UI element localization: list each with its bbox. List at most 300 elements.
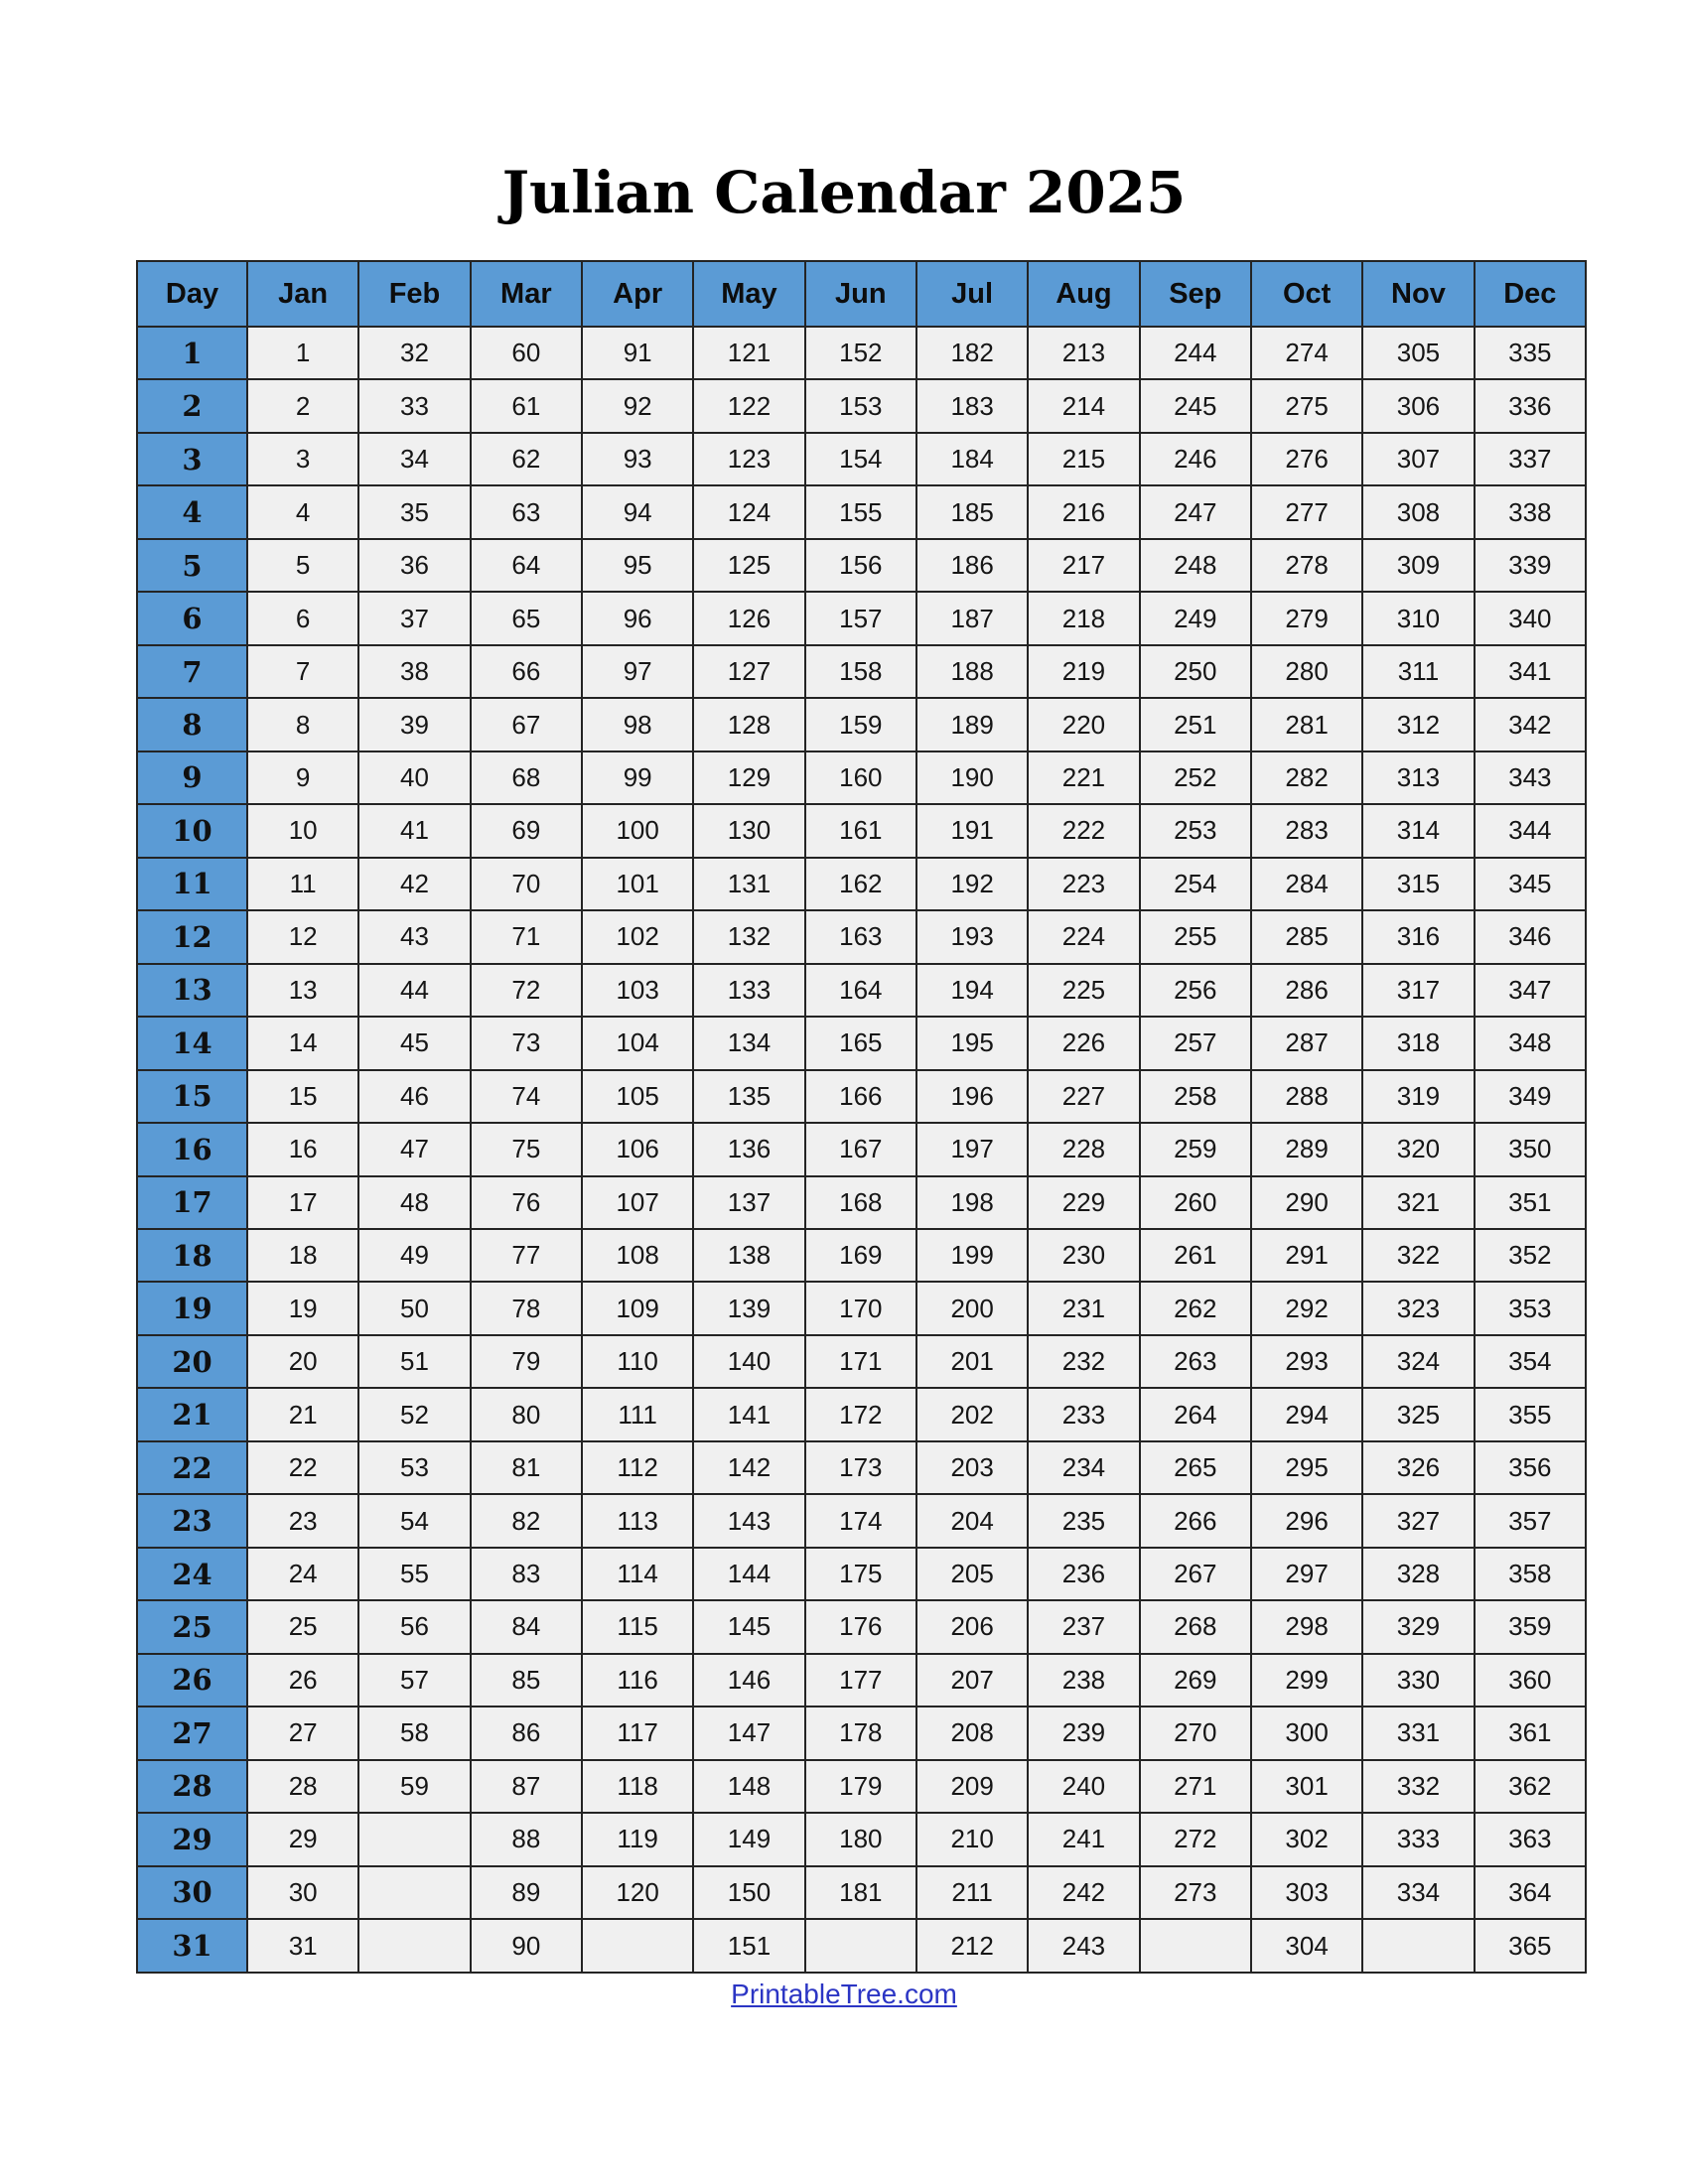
julian-day-cell <box>582 1919 693 1973</box>
julian-day-cell: 130 <box>693 804 804 857</box>
julian-day-cell: 198 <box>916 1176 1028 1229</box>
julian-day-cell: 220 <box>1028 698 1139 751</box>
julian-day-cell: 48 <box>358 1176 470 1229</box>
julian-day-cell: 288 <box>1251 1070 1362 1123</box>
julian-day-cell: 348 <box>1475 1017 1586 1069</box>
julian-day-cell: 344 <box>1475 804 1586 857</box>
julian-day-cell: 120 <box>582 1866 693 1919</box>
julian-day-cell: 30 <box>247 1866 358 1919</box>
julian-day-cell <box>358 1813 470 1865</box>
julian-day-cell: 361 <box>1475 1706 1586 1759</box>
julian-day-cell: 272 <box>1140 1813 1251 1865</box>
table-row <box>137 1760 1586 1813</box>
julian-day-cell: 116 <box>582 1654 693 1706</box>
table-row <box>137 1335 1586 1388</box>
day-cell: 11 <box>137 858 247 910</box>
month-header: Apr <box>582 261 693 327</box>
julian-day-cell: 356 <box>1475 1441 1586 1494</box>
julian-day-cell: 75 <box>471 1123 582 1175</box>
julian-day-cell: 83 <box>471 1548 582 1600</box>
day-cell: 15 <box>137 1070 247 1123</box>
julian-day-cell: 228 <box>1028 1123 1139 1175</box>
julian-day-cell: 334 <box>1362 1866 1474 1919</box>
julian-day-cell: 250 <box>1140 645 1251 698</box>
julian-day-cell: 358 <box>1475 1548 1586 1600</box>
julian-day-cell: 26 <box>247 1654 358 1706</box>
julian-day-cell: 323 <box>1362 1282 1474 1334</box>
julian-day-cell: 164 <box>805 964 916 1017</box>
julian-day-cell: 316 <box>1362 910 1474 963</box>
julian-day-cell: 144 <box>693 1548 804 1600</box>
printabletree-link[interactable]: PrintableTree.com <box>731 1979 957 2009</box>
julian-day-cell: 304 <box>1251 1919 1362 1973</box>
julian-day-cell: 92 <box>582 379 693 432</box>
julian-day-cell: 2 <box>247 379 358 432</box>
julian-day-cell: 190 <box>916 751 1028 804</box>
julian-day-cell: 242 <box>1028 1866 1139 1919</box>
julian-day-cell: 140 <box>693 1335 804 1388</box>
julian-day-cell: 115 <box>582 1600 693 1653</box>
julian-day-cell: 146 <box>693 1654 804 1706</box>
julian-day-cell: 221 <box>1028 751 1139 804</box>
julian-day-cell: 133 <box>693 964 804 1017</box>
julian-day-cell: 53 <box>358 1441 470 1494</box>
julian-day-cell: 118 <box>582 1760 693 1813</box>
day-cell: 29 <box>137 1813 247 1865</box>
julian-day-cell: 189 <box>916 698 1028 751</box>
julian-day-cell: 132 <box>693 910 804 963</box>
day-cell: 12 <box>137 910 247 963</box>
julian-day-cell: 254 <box>1140 858 1251 910</box>
table-body <box>137 327 1586 1973</box>
julian-day-cell: 43 <box>358 910 470 963</box>
julian-calendar-table <box>136 260 1587 1974</box>
julian-day-cell: 93 <box>582 433 693 485</box>
julian-day-cell: 310 <box>1362 592 1474 644</box>
day-cell: 26 <box>137 1654 247 1706</box>
table-row <box>137 1123 1586 1175</box>
julian-day-cell: 42 <box>358 858 470 910</box>
julian-day-cell: 301 <box>1251 1760 1362 1813</box>
julian-day-cell: 340 <box>1475 592 1586 644</box>
julian-day-cell: 69 <box>471 804 582 857</box>
julian-day-cell: 336 <box>1475 379 1586 432</box>
table-row <box>137 1654 1586 1706</box>
julian-day-cell: 141 <box>693 1388 804 1440</box>
julian-day-cell: 222 <box>1028 804 1139 857</box>
julian-day-cell: 84 <box>471 1600 582 1653</box>
table-row <box>137 1494 1586 1547</box>
julian-day-cell: 8 <box>247 698 358 751</box>
julian-day-cell: 74 <box>471 1070 582 1123</box>
julian-day-cell: 101 <box>582 858 693 910</box>
julian-day-cell: 129 <box>693 751 804 804</box>
julian-day-cell: 303 <box>1251 1866 1362 1919</box>
julian-day-cell: 37 <box>358 592 470 644</box>
julian-day-cell: 56 <box>358 1600 470 1653</box>
julian-day-cell: 343 <box>1475 751 1586 804</box>
julian-day-cell: 90 <box>471 1919 582 1973</box>
julian-day-cell: 201 <box>916 1335 1028 1388</box>
julian-day-cell: 22 <box>247 1441 358 1494</box>
julian-day-cell: 290 <box>1251 1176 1362 1229</box>
julian-day-cell: 77 <box>471 1229 582 1282</box>
julian-day-cell: 153 <box>805 379 916 432</box>
julian-day-cell: 58 <box>358 1706 470 1759</box>
julian-day-cell: 275 <box>1251 379 1362 432</box>
julian-day-cell: 111 <box>582 1388 693 1440</box>
julian-day-cell: 306 <box>1362 379 1474 432</box>
julian-day-cell: 46 <box>358 1070 470 1123</box>
julian-day-cell: 342 <box>1475 698 1586 751</box>
julian-day-cell: 45 <box>358 1017 470 1069</box>
julian-day-cell: 126 <box>693 592 804 644</box>
julian-day-cell: 346 <box>1475 910 1586 963</box>
julian-day-cell: 40 <box>358 751 470 804</box>
julian-day-cell: 195 <box>916 1017 1028 1069</box>
julian-day-cell: 7 <box>247 645 358 698</box>
julian-day-cell: 199 <box>916 1229 1028 1282</box>
table-header <box>137 261 1586 327</box>
table-row <box>137 1070 1586 1123</box>
julian-day-cell: 157 <box>805 592 916 644</box>
julian-day-cell: 119 <box>582 1813 693 1865</box>
julian-day-cell: 184 <box>916 433 1028 485</box>
julian-day-cell: 136 <box>693 1123 804 1175</box>
day-cell: 21 <box>137 1388 247 1440</box>
julian-day-cell: 265 <box>1140 1441 1251 1494</box>
julian-day-cell: 225 <box>1028 964 1139 1017</box>
julian-day-cell: 36 <box>358 539 470 592</box>
julian-day-cell: 67 <box>471 698 582 751</box>
month-header: Dec <box>1475 261 1586 327</box>
julian-day-cell: 285 <box>1251 910 1362 963</box>
julian-day-cell: 264 <box>1140 1388 1251 1440</box>
month-header: Aug <box>1028 261 1139 327</box>
day-cell: 6 <box>137 592 247 644</box>
julian-day-cell: 123 <box>693 433 804 485</box>
julian-day-cell: 311 <box>1362 645 1474 698</box>
julian-day-cell: 328 <box>1362 1548 1474 1600</box>
julian-day-cell: 187 <box>916 592 1028 644</box>
julian-day-cell: 280 <box>1251 645 1362 698</box>
julian-day-cell: 230 <box>1028 1229 1139 1282</box>
table-row <box>137 1706 1586 1759</box>
julian-day-cell: 166 <box>805 1070 916 1123</box>
julian-day-cell: 96 <box>582 592 693 644</box>
month-header: Day <box>137 261 247 327</box>
julian-day-cell: 173 <box>805 1441 916 1494</box>
julian-day-cell: 98 <box>582 698 693 751</box>
table-row <box>137 1548 1586 1600</box>
julian-day-cell: 134 <box>693 1017 804 1069</box>
julian-day-cell: 281 <box>1251 698 1362 751</box>
julian-day-cell: 95 <box>582 539 693 592</box>
julian-day-cell: 6 <box>247 592 358 644</box>
julian-day-cell: 127 <box>693 645 804 698</box>
table-row <box>137 1282 1586 1334</box>
julian-day-cell: 196 <box>916 1070 1028 1123</box>
month-header: Jun <box>805 261 916 327</box>
julian-day-cell: 193 <box>916 910 1028 963</box>
julian-day-cell: 227 <box>1028 1070 1139 1123</box>
julian-day-cell: 248 <box>1140 539 1251 592</box>
month-header: Feb <box>358 261 470 327</box>
julian-day-cell: 55 <box>358 1548 470 1600</box>
day-cell: 5 <box>137 539 247 592</box>
julian-day-cell: 363 <box>1475 1813 1586 1865</box>
julian-day-cell: 109 <box>582 1282 693 1334</box>
julian-day-cell: 9 <box>247 751 358 804</box>
julian-day-cell: 213 <box>1028 327 1139 379</box>
julian-day-cell: 291 <box>1251 1229 1362 1282</box>
julian-day-cell: 286 <box>1251 964 1362 1017</box>
julian-day-cell: 107 <box>582 1176 693 1229</box>
day-cell: 7 <box>137 645 247 698</box>
julian-day-cell: 215 <box>1028 433 1139 485</box>
julian-day-cell: 350 <box>1475 1123 1586 1175</box>
julian-day-cell: 263 <box>1140 1335 1251 1388</box>
julian-day-cell: 335 <box>1475 327 1586 379</box>
julian-day-cell: 135 <box>693 1070 804 1123</box>
julian-day-cell: 89 <box>471 1866 582 1919</box>
julian-day-cell: 80 <box>471 1388 582 1440</box>
julian-day-cell: 294 <box>1251 1388 1362 1440</box>
julian-day-cell: 229 <box>1028 1176 1139 1229</box>
julian-day-cell: 154 <box>805 433 916 485</box>
table-row <box>137 804 1586 857</box>
julian-day-cell: 165 <box>805 1017 916 1069</box>
julian-day-cell: 337 <box>1475 433 1586 485</box>
julian-day-cell: 339 <box>1475 539 1586 592</box>
julian-day-cell: 277 <box>1251 485 1362 538</box>
julian-day-cell: 183 <box>916 379 1028 432</box>
julian-day-cell: 258 <box>1140 1070 1251 1123</box>
table-row <box>137 910 1586 963</box>
julian-day-cell: 299 <box>1251 1654 1362 1706</box>
julian-day-cell: 202 <box>916 1388 1028 1440</box>
day-cell: 17 <box>137 1176 247 1229</box>
julian-day-cell: 197 <box>916 1123 1028 1175</box>
julian-day-cell: 312 <box>1362 698 1474 751</box>
julian-day-cell: 32 <box>358 327 470 379</box>
julian-day-cell: 142 <box>693 1441 804 1494</box>
julian-day-cell: 219 <box>1028 645 1139 698</box>
julian-day-cell: 52 <box>358 1388 470 1440</box>
julian-day-cell: 162 <box>805 858 916 910</box>
julian-day-cell: 360 <box>1475 1654 1586 1706</box>
table-row <box>137 1441 1586 1494</box>
julian-day-cell: 125 <box>693 539 804 592</box>
table-row <box>137 858 1586 910</box>
julian-day-cell: 319 <box>1362 1070 1474 1123</box>
julian-day-cell: 233 <box>1028 1388 1139 1440</box>
julian-day-cell: 113 <box>582 1494 693 1547</box>
table-row <box>137 592 1586 644</box>
julian-day-cell: 289 <box>1251 1123 1362 1175</box>
julian-day-cell: 106 <box>582 1123 693 1175</box>
julian-day-cell: 13 <box>247 964 358 1017</box>
julian-day-cell: 160 <box>805 751 916 804</box>
julian-day-cell: 97 <box>582 645 693 698</box>
month-header: Jan <box>247 261 358 327</box>
julian-day-cell: 66 <box>471 645 582 698</box>
julian-day-cell: 110 <box>582 1335 693 1388</box>
day-cell: 3 <box>137 433 247 485</box>
julian-day-cell: 278 <box>1251 539 1362 592</box>
julian-day-cell: 18 <box>247 1229 358 1282</box>
julian-day-cell: 246 <box>1140 433 1251 485</box>
day-cell: 22 <box>137 1441 247 1494</box>
julian-day-cell: 78 <box>471 1282 582 1334</box>
julian-day-cell: 253 <box>1140 804 1251 857</box>
julian-day-cell: 321 <box>1362 1176 1474 1229</box>
julian-day-cell: 122 <box>693 379 804 432</box>
julian-day-cell: 25 <box>247 1600 358 1653</box>
julian-day-cell: 331 <box>1362 1706 1474 1759</box>
julian-day-cell: 244 <box>1140 327 1251 379</box>
julian-day-cell: 252 <box>1140 751 1251 804</box>
julian-day-cell: 327 <box>1362 1494 1474 1547</box>
julian-day-cell: 297 <box>1251 1548 1362 1600</box>
julian-day-cell: 320 <box>1362 1123 1474 1175</box>
julian-day-cell <box>358 1919 470 1973</box>
julian-day-cell: 217 <box>1028 539 1139 592</box>
julian-day-cell: 114 <box>582 1548 693 1600</box>
table-row <box>137 433 1586 485</box>
julian-day-cell: 324 <box>1362 1335 1474 1388</box>
julian-day-cell: 274 <box>1251 327 1362 379</box>
table-row <box>137 1813 1586 1865</box>
julian-day-cell: 87 <box>471 1760 582 1813</box>
day-cell: 16 <box>137 1123 247 1175</box>
day-cell: 4 <box>137 485 247 538</box>
table-row <box>137 1388 1586 1440</box>
table-row <box>137 751 1586 804</box>
julian-day-cell: 5 <box>247 539 358 592</box>
julian-day-cell: 148 <box>693 1760 804 1813</box>
julian-day-cell: 108 <box>582 1229 693 1282</box>
julian-day-cell: 206 <box>916 1600 1028 1653</box>
julian-day-cell: 243 <box>1028 1919 1139 1973</box>
julian-day-cell: 11 <box>247 858 358 910</box>
julian-day-cell: 156 <box>805 539 916 592</box>
day-cell: 13 <box>137 964 247 1017</box>
julian-day-cell: 262 <box>1140 1282 1251 1334</box>
julian-day-cell: 68 <box>471 751 582 804</box>
julian-day-cell: 59 <box>358 1760 470 1813</box>
julian-day-cell: 34 <box>358 433 470 485</box>
julian-day-cell: 332 <box>1362 1760 1474 1813</box>
day-cell: 28 <box>137 1760 247 1813</box>
julian-day-cell: 305 <box>1362 327 1474 379</box>
julian-day-cell: 212 <box>916 1919 1028 1973</box>
julian-day-cell: 21 <box>247 1388 358 1440</box>
julian-day-cell: 270 <box>1140 1706 1251 1759</box>
julian-day-cell: 357 <box>1475 1494 1586 1547</box>
julian-day-cell: 39 <box>358 698 470 751</box>
julian-day-cell: 181 <box>805 1866 916 1919</box>
julian-day-cell: 211 <box>916 1866 1028 1919</box>
day-cell: 8 <box>137 698 247 751</box>
julian-day-cell: 205 <box>916 1548 1028 1600</box>
julian-day-cell: 234 <box>1028 1441 1139 1494</box>
julian-day-cell: 179 <box>805 1760 916 1813</box>
julian-day-cell: 143 <box>693 1494 804 1547</box>
julian-day-cell: 12 <box>247 910 358 963</box>
julian-day-cell: 191 <box>916 804 1028 857</box>
julian-day-cell: 65 <box>471 592 582 644</box>
julian-day-cell: 31 <box>247 1919 358 1973</box>
julian-day-cell: 188 <box>916 645 1028 698</box>
day-cell: 20 <box>137 1335 247 1388</box>
julian-day-cell: 47 <box>358 1123 470 1175</box>
julian-day-cell: 51 <box>358 1335 470 1388</box>
julian-day-cell: 283 <box>1251 804 1362 857</box>
julian-day-cell: 104 <box>582 1017 693 1069</box>
julian-day-cell: 349 <box>1475 1070 1586 1123</box>
julian-day-cell: 271 <box>1140 1760 1251 1813</box>
month-header: Nov <box>1362 261 1474 327</box>
day-cell: 9 <box>137 751 247 804</box>
julian-day-cell: 178 <box>805 1706 916 1759</box>
julian-day-cell: 169 <box>805 1229 916 1282</box>
julian-day-cell: 150 <box>693 1866 804 1919</box>
julian-day-cell: 1 <box>247 327 358 379</box>
table-row <box>137 964 1586 1017</box>
julian-day-cell: 315 <box>1362 858 1474 910</box>
julian-day-cell: 180 <box>805 1813 916 1865</box>
julian-day-cell: 23 <box>247 1494 358 1547</box>
julian-day-cell: 296 <box>1251 1494 1362 1547</box>
julian-day-cell: 139 <box>693 1282 804 1334</box>
julian-day-cell: 282 <box>1251 751 1362 804</box>
julian-day-cell: 177 <box>805 1654 916 1706</box>
julian-day-cell: 27 <box>247 1706 358 1759</box>
julian-day-cell: 112 <box>582 1441 693 1494</box>
julian-day-cell: 81 <box>471 1441 582 1494</box>
julian-day-cell: 236 <box>1028 1548 1139 1600</box>
julian-day-cell: 105 <box>582 1070 693 1123</box>
table-row <box>137 1229 1586 1282</box>
julian-day-cell: 163 <box>805 910 916 963</box>
julian-day-cell: 266 <box>1140 1494 1251 1547</box>
julian-day-cell: 24 <box>247 1548 358 1600</box>
day-cell: 19 <box>137 1282 247 1334</box>
julian-day-cell: 204 <box>916 1494 1028 1547</box>
julian-day-cell: 171 <box>805 1335 916 1388</box>
day-cell: 10 <box>137 804 247 857</box>
table-row <box>137 1017 1586 1069</box>
day-cell: 2 <box>137 379 247 432</box>
julian-day-cell: 85 <box>471 1654 582 1706</box>
julian-day-cell: 70 <box>471 858 582 910</box>
julian-day-cell: 326 <box>1362 1441 1474 1494</box>
julian-day-cell: 302 <box>1251 1813 1362 1865</box>
julian-day-cell: 210 <box>916 1813 1028 1865</box>
julian-day-cell: 10 <box>247 804 358 857</box>
julian-day-cell: 314 <box>1362 804 1474 857</box>
julian-day-cell: 209 <box>916 1760 1028 1813</box>
julian-day-cell: 293 <box>1251 1335 1362 1388</box>
julian-day-cell: 170 <box>805 1282 916 1334</box>
julian-day-cell: 137 <box>693 1176 804 1229</box>
julian-day-cell: 295 <box>1251 1441 1362 1494</box>
julian-day-cell: 44 <box>358 964 470 1017</box>
julian-day-cell: 62 <box>471 433 582 485</box>
julian-day-cell: 267 <box>1140 1548 1251 1600</box>
julian-day-cell: 176 <box>805 1600 916 1653</box>
